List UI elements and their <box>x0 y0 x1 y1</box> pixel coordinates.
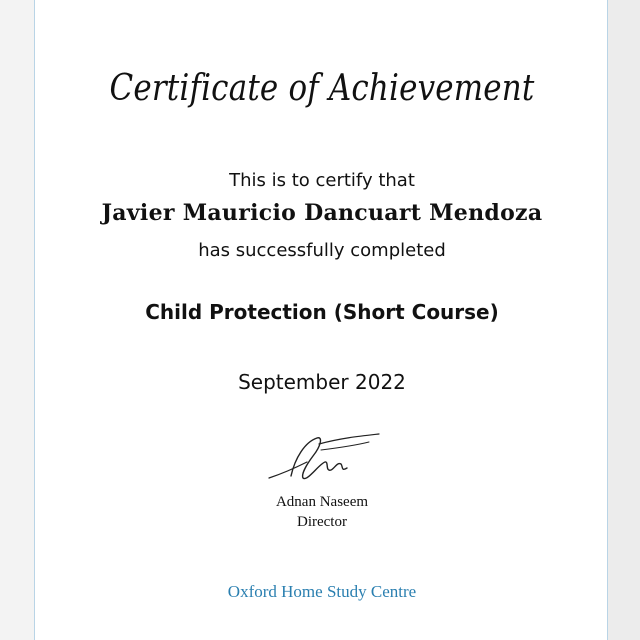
signature-image <box>261 428 381 488</box>
page-margin <box>608 0 640 640</box>
course-name: Child Protection (Short Course) <box>145 300 499 324</box>
signer-role: Director <box>297 514 347 530</box>
completion-date: September 2022 <box>238 370 406 394</box>
completion-text: has successfully completed <box>198 240 446 261</box>
certify-intro-text: This is to certify that <box>229 170 415 191</box>
signer-name: Adnan Naseem <box>275 494 369 510</box>
certificate-page <box>34 0 608 640</box>
organization-name: Oxford Home Study Centre <box>227 582 417 601</box>
certificate-title: Certificate of Achievement <box>109 68 535 109</box>
recipient-name: Javier Mauricio Dancuart Mendoza <box>101 200 543 226</box>
